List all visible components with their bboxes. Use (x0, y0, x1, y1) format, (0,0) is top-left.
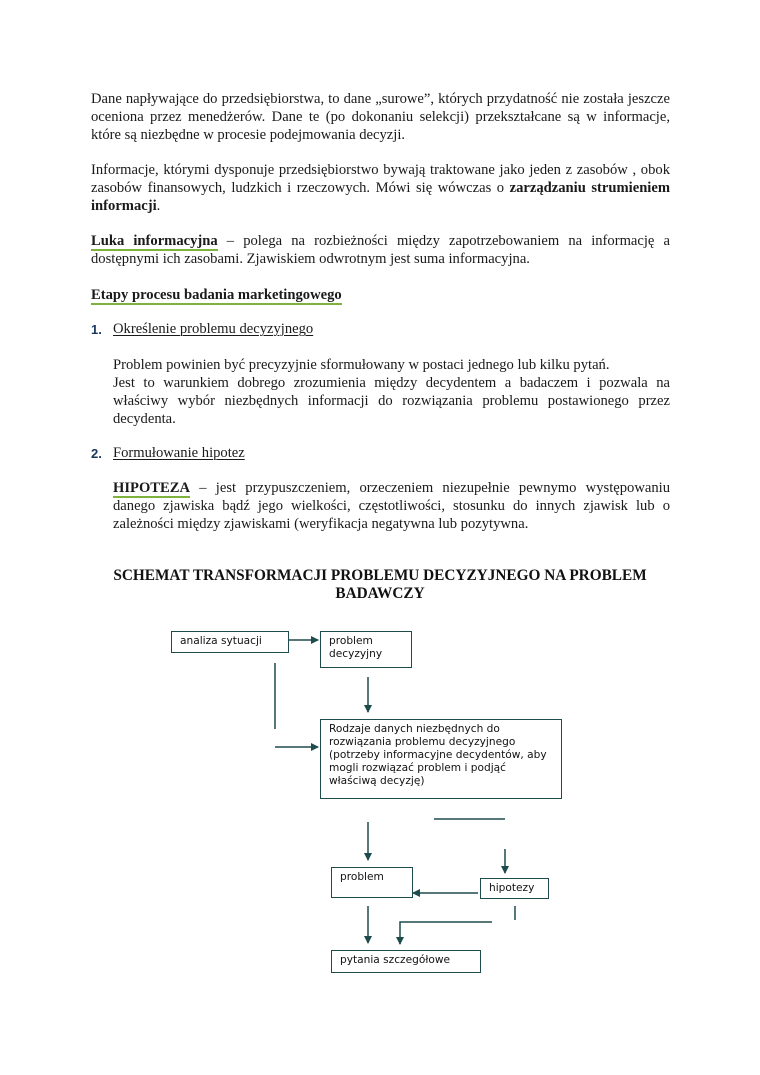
hypothesis-term: HIPOTEZA (113, 480, 191, 496)
information-gap-term: Luka informacyjna (91, 233, 218, 249)
hypothesis-definition: – jest przypuszczeniem, orzeczeniem niezupełnie pewnymo występowaniu danego zjawiska bądź jego wielkości, częstotliwości, stosunku do innych zjawisk lub o zależności między zjawiskami (weryfikacja negatywna lub pozytywna. (113, 480, 670, 532)
information-gap-definition: – polega na rozbieżności między zapotrzebowaniem na informację a dostępnymi ich zasobami. Zjawiskiem odwrotnym jest suma informacyjna. (91, 233, 670, 267)
paragraph-information-text: Informacje, którymi dysponuje przedsiębiorstwo bywają traktowane jako jeden z zasobów , obok zasobów finansowych, ludzkich i rzeczowych. Mówi się wówczas o (91, 162, 670, 196)
box-problem: problem (331, 867, 413, 898)
step-1-line2: Jest to warunkiem dobrego zrozumienia między decydentem a badaczem i pozwala na właściwy wybór niezbędnych informacji do rozwiązania problemu postawionego przez decydenta. (113, 375, 670, 427)
paragraph-raw-data-text: Dane napływające do przedsiębiorstwa, to dane „surowe”, których przydatność nie została jeszcze oceniona przez menedżerów. Dane te (po dokonaniu selekcji) przekształcane są w informacje, które są niezbędne w procesie podejmowania decyzji. (91, 91, 670, 143)
box-problem-decyzyjny: problem decyzyjny (320, 631, 412, 668)
arrow-hipotezy-to-pytania (400, 922, 492, 944)
box-pytania-szczegolowe: pytania szczegółowe (331, 950, 481, 973)
box-hipotezy: hipotezy (480, 878, 549, 899)
period: . (156, 198, 161, 214)
step-number-1: 1. (91, 322, 102, 337)
step-2-title-text: Formułowanie hipotez (113, 445, 245, 461)
box-analiza-sytuacji: analiza sytuacji (171, 631, 289, 653)
diagram-title: SCHEMAT TRANSFORMACJI PROBLEMU DECYZYJNEGO NA PROBLEM BADAWCZY (113, 567, 647, 602)
section-heading-text: Etapy procesu badania marketingowego (91, 287, 342, 303)
step-1-title-text: Określenie problemu decyzyjnego (113, 321, 314, 337)
step-number-2: 2. (91, 446, 102, 461)
box-rodzaje-danych: Rodzaje danych niezbędnych do rozwiązania problemu decyzyjnego (potrzeby informacyjne decydentów, aby mogli rozwiązać problem i podjąć właściwą decyzję) (320, 719, 562, 799)
step-1-line1: Problem powinien być precyzyjnie sformułowany w postaci jednego lub kilku pytań. (113, 357, 610, 373)
information-stream-management-term: zarządzaniu strumieniem informacji (91, 180, 670, 214)
